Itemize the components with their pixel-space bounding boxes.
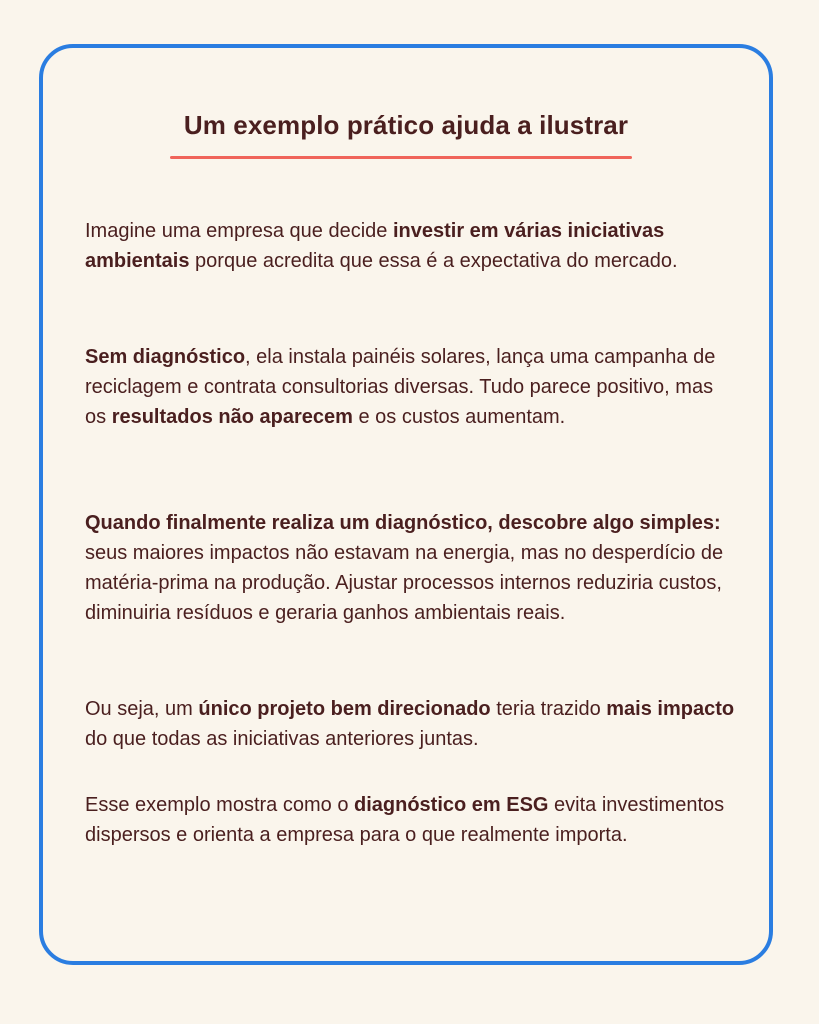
bold-segment: resultados não aparecem [111,406,353,428]
text-segment: teria trazido [490,698,607,720]
text-segment: Imagine uma empresa que decide [85,220,393,242]
bold-segment: único projeto bem direcionado [198,698,491,720]
page-title: Um exemplo prático ajuda a ilustrar [183,110,629,140]
text-segment: Esse exemplo mostra como o [85,794,354,816]
text-segment: porque acredita que essa é a expectativa do mercado. [189,250,678,272]
paragraph-conclusion [85,694,735,754]
paragraph-without-diagnosis [85,342,735,432]
content-card [39,44,773,965]
text-segment: evita investimentos dispersos e orienta a empresa para o que realmente importa. [85,794,725,846]
bold-segment: Quando finalmente realiza um diagnóstico, descobre algo simples: [85,512,721,534]
bold-segment: diagnóstico em ESG [354,794,549,816]
text-segment: Ou seja, um [85,698,199,720]
text-segment: e os custos aumentam. [352,406,566,428]
title-underline [170,156,632,159]
bold-segment: investir em várias iniciativas ambientais [85,220,665,272]
paragraph-with-diagnosis [85,508,735,628]
paragraph-summary [85,790,735,850]
text-segment: seus maiores impactos não estavam na energia, mas no desperdício de matéria-prima na produção. Ajustar processos internos reduziria custos, diminuiria resíduos e geraria ganhos ambientais reais. [85,542,724,624]
bold-segment: mais impacto [606,698,735,720]
bold-segment: Sem diagnóstico [85,346,246,368]
text-segment: do que todas as iniciativas anteriores juntas. [85,728,479,750]
text-segment: , ela instala painéis solares, lança uma campanha de reciclagem e contrata consultorias diversas. Tudo parece positivo, mas os [85,346,716,428]
paragraph-intro [85,216,735,276]
